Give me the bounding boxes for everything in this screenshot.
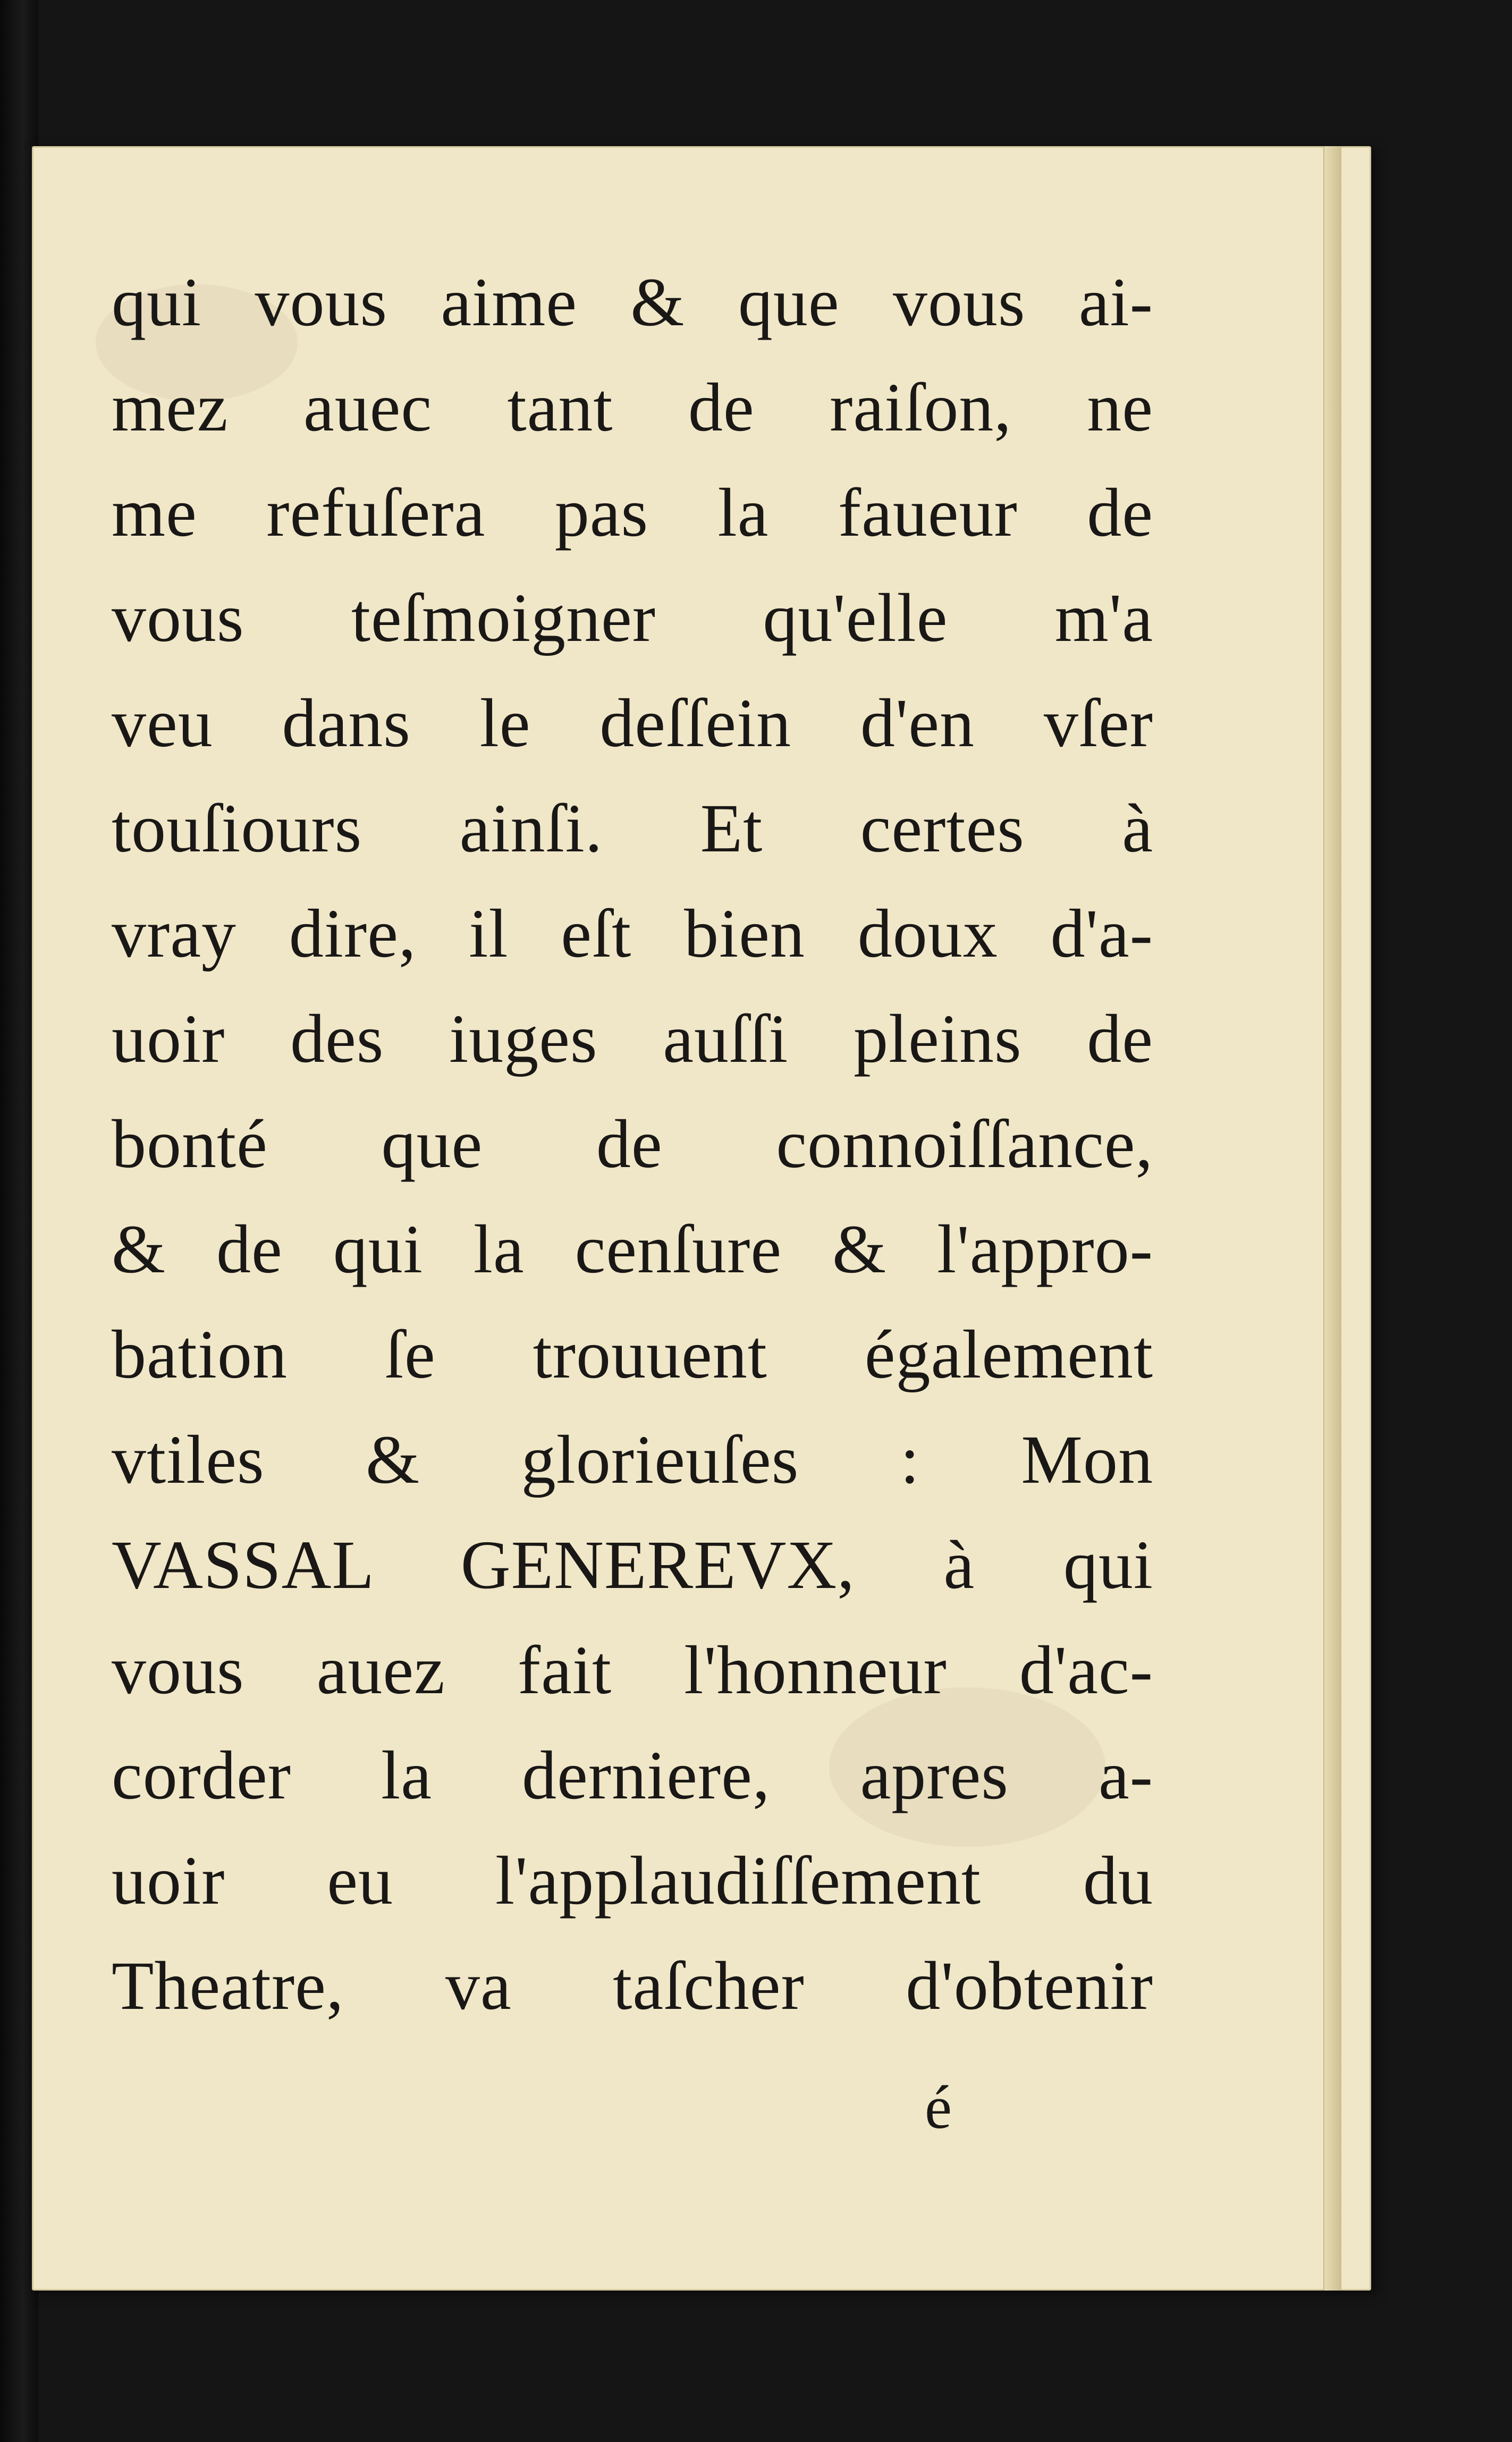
- text-line: touſiours ainſi. Et certes à: [112, 790, 1153, 867]
- catchword: é: [925, 2074, 952, 2141]
- page-edge: [1323, 146, 1341, 2291]
- text-line: bation ſe trouuent également: [112, 1316, 1153, 1393]
- text-line: bonté que de connoiſſance,: [112, 1106, 1153, 1182]
- text-line: me refuſera pas la faueur de: [112, 475, 1153, 551]
- text-line: vous auez fait l'honneur d'ac-: [112, 1632, 1153, 1709]
- text-line: corder la derniere, apres a-: [112, 1737, 1153, 1814]
- text-line: qui vous aime & que vous ai-: [112, 264, 1153, 341]
- text-line: & de qui la cenſure & l'appro-: [112, 1211, 1153, 1288]
- text-line: uoir eu l'applaudiſſement du: [112, 1843, 1153, 1919]
- text-line: uoir des iuges auſſi pleins de: [112, 1001, 1153, 1077]
- text-line: vous teſmoigner qu'elle m'a: [112, 580, 1153, 656]
- text-line: veu dans le deſſein d'en vſer: [112, 685, 1153, 762]
- body-text: [112, 250, 1153, 2039]
- text-line: vtiles & glorieuſes : Mon: [112, 1422, 1153, 1498]
- text-line: VASSAL GENEREVX, à qui: [112, 1527, 1153, 1603]
- text-line: vray dire, il eſt bien doux d'a-: [112, 895, 1153, 972]
- text-line: Theatre, va taſcher d'obtenir: [112, 1948, 1153, 2024]
- text-line: mez auec tant de raiſon, ne: [112, 369, 1153, 446]
